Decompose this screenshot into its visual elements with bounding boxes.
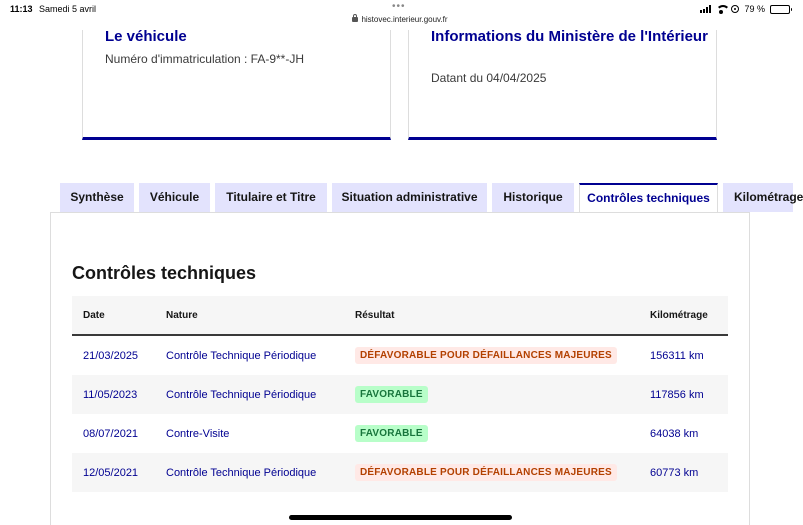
result-badge: DÉFAVORABLE POUR DÉFAILLANCES MAJEURES [355,464,617,481]
result-badge: FAVORABLE [355,425,428,442]
result-badge: FAVORABLE [355,386,428,403]
ministry-data-date: Datant du 04/04/2025 [431,71,547,85]
tab-list [50,183,803,213]
battery-icon [770,5,790,14]
header-result: Résultat [355,310,395,321]
cell-mileage: 117856 km [650,389,704,401]
cell-nature: Contrôle Technique Périodique [166,389,317,401]
multitasking-dots-icon[interactable]: ••• [392,1,406,12]
header-date: Date [83,310,105,321]
table-row [72,336,728,375]
wifi-icon [716,5,726,13]
address-url: histovec.interieur.gouv.fr [361,15,448,24]
cellular-signal-icon [700,5,711,13]
table-row [72,375,728,414]
tab-controles-techniques[interactable]: Contrôles techniques [579,183,718,213]
home-indicator[interactable] [289,515,512,520]
tab-synthese[interactable]: Synthèse [60,183,134,212]
tab-vehicule[interactable]: Véhicule [139,183,210,212]
tab-historique[interactable]: Historique [492,183,574,212]
header-nature: Nature [166,310,198,321]
lock-icon [352,17,358,22]
table-row [72,453,728,492]
ministry-card-title[interactable]: Informations du Ministère de l'Intérieur [431,28,708,45]
table-row [72,414,728,453]
vehicle-card-title[interactable]: Le véhicule [105,28,187,45]
ministry-card[interactable] [408,30,717,140]
technical-inspections-table [72,296,728,492]
cell-date: 11/05/2023 [83,389,138,401]
result-badge: DÉFAVORABLE POUR DÉFAILLANCES MAJEURES [355,347,617,364]
cell-mileage: 60773 km [650,467,699,479]
section-title: Contrôles techniques [72,263,257,283]
cell-nature: Contrôle Technique Périodique [166,350,317,362]
status-indicators [700,4,790,14]
orientation-lock-icon [731,5,739,13]
address-bar[interactable] [0,15,800,24]
status-date: Samedi 5 avril [39,4,97,14]
status-time: 11:13 [10,4,33,14]
registration-number: Numéro d'immatriculation : FA-9**-JH [105,52,305,66]
cell-date: 12/05/2021 [83,467,139,479]
cell-mileage: 156311 km [650,350,704,362]
tab-kilometrage[interactable]: Kilométrage [723,183,793,212]
header-mileage: Kilométrage [650,310,708,321]
battery-percentage: 79 % [744,4,765,14]
table-header [72,296,728,336]
cell-date: 08/07/2021 [83,428,139,440]
tab-titulaire[interactable]: Titulaire et Titre [215,183,327,212]
cell-date: 21/03/2025 [83,350,139,362]
tab-situation-administrative[interactable]: Situation administrative [332,183,487,212]
cell-mileage: 64038 km [650,428,699,440]
vehicle-card[interactable] [82,30,391,140]
status-bar [0,0,800,30]
cell-nature: Contre-Visite [166,428,230,440]
cell-nature: Contrôle Technique Périodique [166,467,317,479]
